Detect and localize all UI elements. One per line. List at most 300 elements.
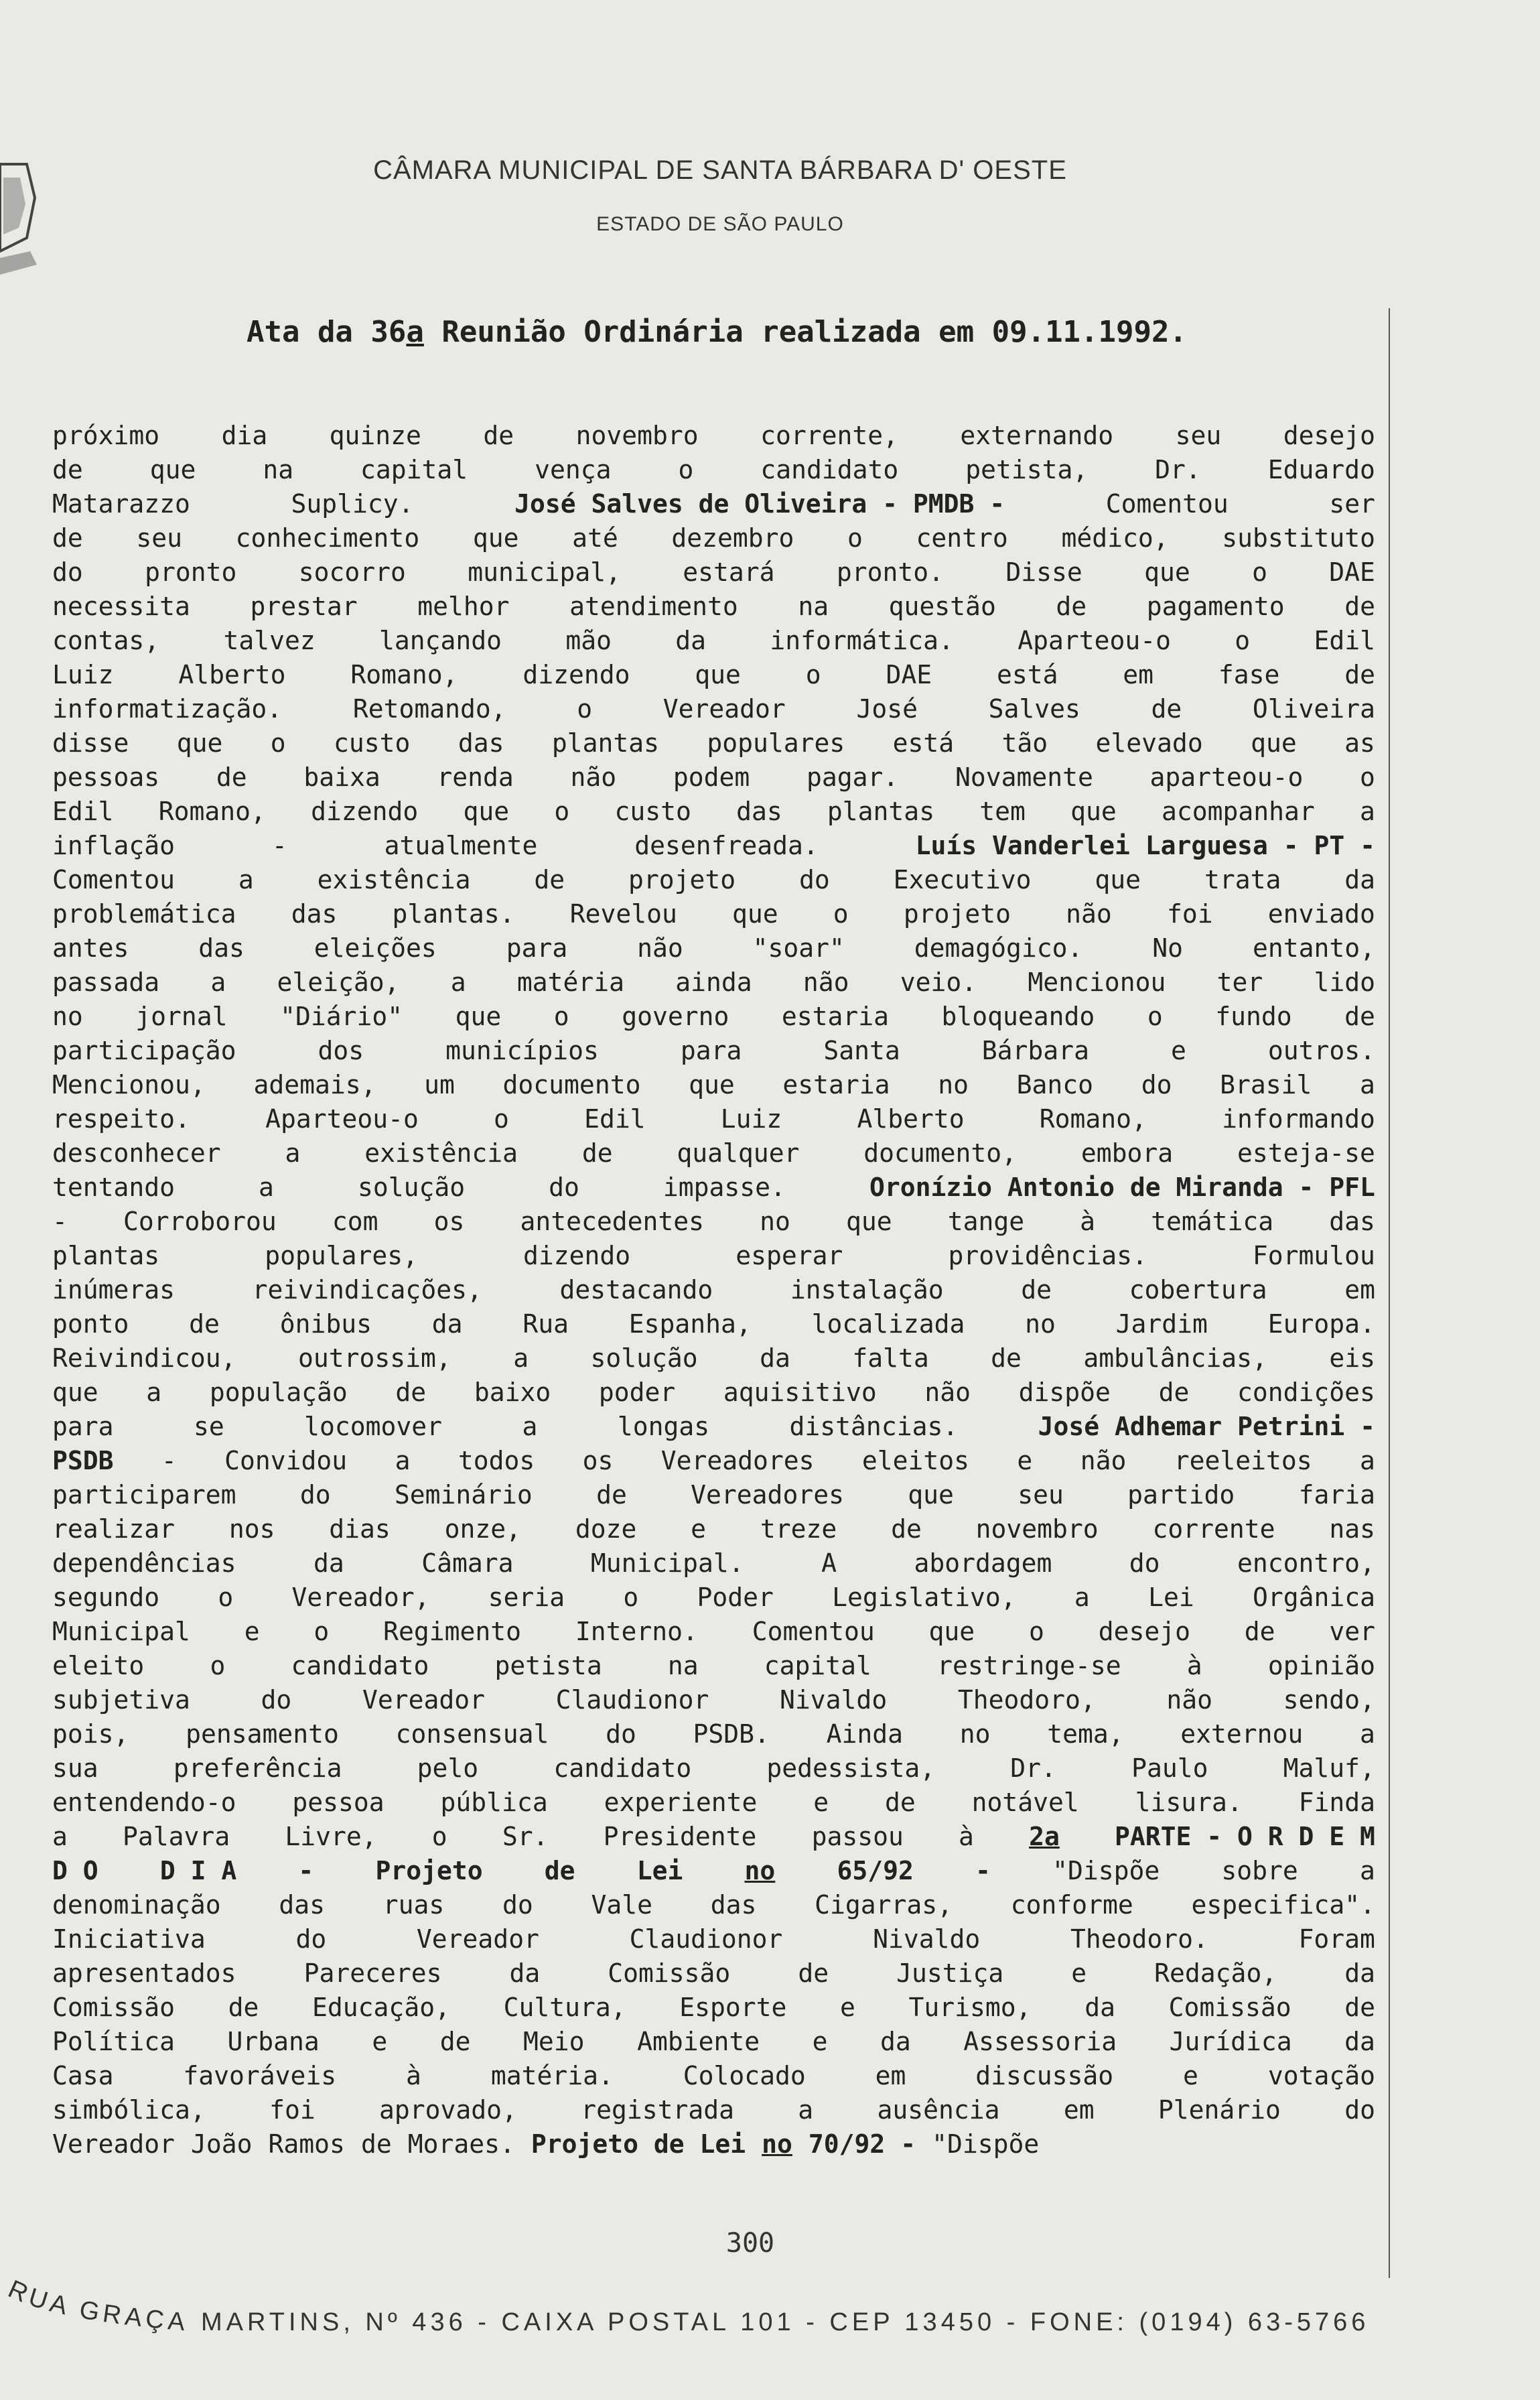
word: entanto, <box>1252 933 1375 963</box>
word: tão <box>1001 728 1048 758</box>
word: Romano, <box>350 660 458 689</box>
footer-curved-text: RUA GRAÇA <box>3 2275 190 2337</box>
word: Romano, <box>158 797 266 826</box>
word: da <box>1344 2027 1375 2056</box>
word: a <box>450 968 466 997</box>
word: Alberto <box>857 1104 965 1134</box>
word: outrossim, <box>297 1343 451 1373</box>
word: ruas <box>382 1890 445 1920</box>
word: Convidou <box>224 1446 348 1475</box>
word: e <box>1071 1958 1087 1988</box>
minutes-title-after: Reunião Ordinária realizada em 09.11.1992. <box>423 315 1187 349</box>
word: candidato <box>291 1651 429 1680</box>
word: municipal, <box>468 557 621 587</box>
word: qualquer <box>677 1138 800 1168</box>
word: no <box>959 1719 991 1749</box>
word: a <box>210 968 226 997</box>
word: "Dispõe <box>932 2129 1040 2159</box>
word: custo <box>334 728 411 758</box>
word: podem <box>673 762 750 792</box>
word: do <box>1129 1548 1160 1578</box>
text-line <box>52 1651 1375 1685</box>
word: 70/92 - <box>808 2129 916 2159</box>
word: Mencionou <box>1028 968 1166 997</box>
word: não <box>1080 1446 1127 1475</box>
word: problemática <box>52 899 236 929</box>
word: disse <box>52 728 129 758</box>
word: que <box>732 899 778 929</box>
text-line <box>52 1343 1375 1378</box>
text-line <box>52 2027 1375 2061</box>
word: a <box>513 1343 529 1373</box>
word: Seminário <box>394 1480 533 1510</box>
word: plantas. <box>392 899 515 929</box>
word: baixa <box>303 762 380 792</box>
word: de <box>395 1378 427 1407</box>
word: embora <box>1080 1138 1174 1168</box>
word: DAE <box>1329 557 1375 587</box>
text-line <box>52 1309 1375 1343</box>
word: de <box>544 1856 575 1885</box>
word: municípios <box>445 1036 599 1065</box>
word: de <box>884 1788 916 1817</box>
word: preferência <box>173 1753 342 1783</box>
word: projeto <box>628 865 736 894</box>
word: Luiz <box>720 1104 782 1134</box>
word: Formulou <box>1252 1241 1375 1270</box>
word: Dr. <box>1155 455 1201 484</box>
text-line <box>52 1548 1375 1583</box>
word: os <box>582 1446 614 1475</box>
text-line <box>52 1958 1375 1993</box>
word: elevado <box>1095 728 1203 758</box>
word: Oliveira <box>1252 694 1375 724</box>
word: Europa. <box>1267 1309 1375 1339</box>
word: Oronízio Antonio de Miranda - PFL <box>869 1173 1375 1202</box>
word: "Diário" <box>280 1002 403 1031</box>
word: o <box>554 797 570 826</box>
word: DAE <box>886 660 932 689</box>
word: denominação <box>52 1890 221 1920</box>
word: desejo <box>1098 1617 1190 1646</box>
word: Vereador <box>416 1924 539 1954</box>
word: custo <box>614 797 691 826</box>
word: Claudionor <box>555 1685 709 1715</box>
text-line <box>52 1583 1375 1617</box>
word: destacando <box>559 1275 713 1305</box>
word: governo <box>622 1002 729 1031</box>
text-line <box>52 592 1375 626</box>
word: e <box>372 2027 388 2056</box>
word: que <box>845 1207 892 1236</box>
word: Municipal <box>52 1617 190 1646</box>
word: foi <box>269 2095 316 2125</box>
word: no <box>1025 1309 1056 1339</box>
word: Rua <box>522 1309 569 1339</box>
word: o <box>313 1617 330 1646</box>
word: Turismo, <box>908 1993 1032 2022</box>
word: das <box>198 933 244 963</box>
word: participação <box>52 1036 236 1065</box>
minutes-title-before: Ata da 36 <box>246 315 407 349</box>
word: do <box>261 1685 292 1715</box>
word: petista, <box>965 455 1089 484</box>
text-line <box>52 2129 1375 2163</box>
word: do <box>299 1480 331 1510</box>
text-line <box>52 1378 1375 1412</box>
word: existência <box>364 1138 518 1168</box>
word: partido <box>1127 1480 1235 1510</box>
word: "Dispõe <box>1052 1856 1160 1885</box>
word: que <box>1144 557 1190 587</box>
word: entendendo-o <box>52 1788 236 1817</box>
word: Banco <box>1016 1070 1094 1099</box>
word: o <box>431 1822 447 1851</box>
word: Nivaldo <box>873 1924 981 1954</box>
word: da <box>1344 865 1375 894</box>
word: dia <box>221 421 268 450</box>
word: Justiça <box>896 1958 1004 1988</box>
text-line <box>52 968 1375 1002</box>
word: novembro <box>575 421 699 450</box>
word: Presidente <box>603 1822 757 1851</box>
word: o <box>577 694 593 724</box>
text-line <box>52 1070 1375 1104</box>
word: especifica". <box>1191 1890 1375 1920</box>
word: solução <box>357 1173 466 1202</box>
word: de <box>534 865 565 894</box>
word: - <box>271 831 287 860</box>
word: de <box>596 1480 627 1510</box>
word: consensual <box>395 1719 549 1749</box>
word: demagógico. <box>914 933 1083 963</box>
word: do <box>295 1924 327 1954</box>
text-line <box>52 933 1375 968</box>
word: registrada <box>581 2095 734 2125</box>
word: populares <box>707 728 845 758</box>
word: nas <box>1329 1514 1375 1544</box>
word: documento, <box>863 1138 1018 1168</box>
word: à <box>1186 1651 1202 1680</box>
word: Cultura, <box>503 1993 626 2022</box>
word: desconhecer <box>52 1138 221 1168</box>
word: estaria <box>782 1070 890 1099</box>
word: na <box>263 455 294 484</box>
word: de <box>483 421 514 450</box>
word: o <box>210 1651 226 1680</box>
page-number: 300 <box>725 2228 775 2259</box>
word: Dr. <box>1010 1753 1056 1783</box>
word: impasse. <box>662 1173 786 1202</box>
text-line <box>52 2095 1375 2129</box>
text-line <box>52 1173 1375 1207</box>
word: à <box>406 2061 421 2090</box>
word: Aparteou-o <box>1018 626 1171 655</box>
word: Educação, <box>312 1993 450 2022</box>
word: as <box>1344 728 1375 758</box>
word: passou <box>811 1822 904 1851</box>
word: à <box>959 1822 974 1851</box>
word: tange <box>947 1207 1025 1236</box>
word: segundo <box>52 1583 160 1612</box>
word: Comentou <box>1105 489 1229 519</box>
word: Matarazzo <box>52 489 190 519</box>
word: a <box>1360 1719 1375 1749</box>
word: Nivaldo <box>780 1685 888 1715</box>
word: instalação <box>790 1275 944 1305</box>
word: Lei <box>1148 1583 1194 1612</box>
word: em <box>1123 660 1154 689</box>
word: dos <box>318 1036 364 1065</box>
word: ambulâncias, <box>1083 1343 1267 1373</box>
word: matéria. <box>490 2061 614 2090</box>
word: nos <box>228 1514 275 1544</box>
word: José Adhemar Petrini - <box>1038 1412 1375 1441</box>
text-line <box>52 523 1375 557</box>
word: Redação, <box>1154 1958 1277 1988</box>
word: do <box>52 557 83 587</box>
word: capital <box>360 455 468 484</box>
word: do <box>1344 2095 1375 2125</box>
word: que <box>908 1480 954 1510</box>
word: Comissão <box>1168 1993 1291 2022</box>
word: condições <box>1237 1378 1375 1407</box>
text-line <box>52 557 1375 592</box>
word: foi <box>1166 899 1213 929</box>
word: temática <box>1151 1207 1274 1236</box>
word: com <box>332 1207 378 1236</box>
word: de <box>439 2027 471 2056</box>
word: Vereadores <box>691 1480 844 1510</box>
word: ainda <box>675 968 752 997</box>
word: Romano, <box>1039 1104 1147 1134</box>
word: Sr. <box>502 1822 549 1851</box>
word: de <box>360 2129 392 2159</box>
word: no <box>52 1002 83 1031</box>
word: de <box>52 455 83 484</box>
text-line <box>52 1002 1375 1036</box>
word: não <box>802 968 849 997</box>
word: Foram <box>1298 1924 1375 1954</box>
word: a <box>798 2095 814 2125</box>
word: Urbana <box>227 2027 320 2056</box>
word: o <box>1028 1617 1044 1646</box>
word: Interno. <box>575 1617 698 1646</box>
word: Disse <box>1005 557 1082 587</box>
word: vença <box>535 455 612 484</box>
word: que <box>1070 797 1117 826</box>
word: pelo <box>417 1753 479 1783</box>
word: notável <box>971 1788 1079 1817</box>
word: pessoas <box>52 762 160 792</box>
word: tentando <box>52 1173 176 1202</box>
word: da <box>509 1958 541 1988</box>
minutes-title <box>0 315 1433 349</box>
word: jornal <box>135 1002 228 1031</box>
word: discussão <box>975 2061 1114 2090</box>
word: o <box>270 728 286 758</box>
word: aprovado, <box>379 2095 517 2125</box>
word: do <box>549 1173 579 1202</box>
word: e <box>244 1617 260 1646</box>
word: faria <box>1298 1480 1375 1510</box>
word: e <box>691 1514 707 1544</box>
word: Projeto <box>375 1856 483 1885</box>
word: o <box>494 1104 509 1134</box>
word: da <box>880 2027 911 2056</box>
word: médico, <box>1061 523 1169 553</box>
word: opinião <box>1267 1651 1375 1680</box>
word: Ainda <box>826 1719 904 1749</box>
word: Suplicy. <box>291 489 414 519</box>
word: dependências <box>52 1548 236 1578</box>
word: em <box>1063 2095 1095 2125</box>
word: realizar <box>52 1514 176 1544</box>
word: para <box>680 1036 742 1065</box>
word: acompanhar <box>1162 797 1315 826</box>
word: o <box>833 899 849 929</box>
text-line <box>52 1480 1375 1514</box>
word: "soar" <box>752 933 845 963</box>
word: Vereador <box>662 694 786 724</box>
word: que <box>463 797 510 826</box>
word: de <box>1021 1275 1052 1305</box>
word: matéria <box>516 968 625 997</box>
word: José <box>856 694 918 724</box>
word: Claudionor <box>629 1924 783 1954</box>
word: antes <box>52 933 129 963</box>
word: eleitos <box>861 1446 970 1475</box>
word: a <box>52 1822 68 1851</box>
word: João <box>191 2129 253 2159</box>
text-line <box>52 1822 1375 1856</box>
word: no <box>762 2129 792 2159</box>
text-line <box>52 1412 1375 1446</box>
word: D I A <box>159 1856 237 1885</box>
word: renda <box>437 762 514 792</box>
word: desejo <box>1283 421 1375 450</box>
word: treze <box>760 1514 837 1544</box>
word: Brasil <box>1220 1070 1312 1099</box>
text-line <box>52 728 1375 762</box>
text-line <box>52 421 1375 455</box>
word: que <box>689 1070 735 1099</box>
word: Regimento <box>383 1617 522 1646</box>
word: Câmara <box>421 1548 514 1578</box>
word: Aparteou-o <box>265 1104 419 1134</box>
word: de <box>1056 592 1087 621</box>
word: aparteou-o <box>1149 762 1304 792</box>
word: outros. <box>1267 1036 1375 1065</box>
footer-address-rest: MARTINS, Nº 436 - CAIXA POSTAL 101 - CEP 13450 - FONE: (0194) 63-5766 <box>201 2308 1370 2336</box>
word: Retomando, <box>352 694 506 724</box>
word: lisura. <box>1135 1788 1243 1817</box>
word: de <box>1344 592 1375 621</box>
word: atendimento <box>569 592 738 621</box>
text-line <box>52 1685 1375 1719</box>
text-line <box>52 455 1375 489</box>
word: Comissão <box>52 1993 176 2022</box>
word: a <box>285 1138 301 1168</box>
word: reivindicações, <box>252 1275 482 1305</box>
word: que <box>472 523 519 553</box>
text-line <box>52 1924 1375 1958</box>
word: que <box>149 455 196 484</box>
word: Assessoria <box>963 2027 1117 2056</box>
word: eleito <box>52 1651 145 1680</box>
word: de <box>1344 1993 1375 2022</box>
text-line <box>52 1617 1375 1651</box>
word: Vereador, <box>291 1583 430 1612</box>
word: Santa <box>823 1036 900 1065</box>
text-line <box>52 1993 1375 2027</box>
word: a <box>146 1378 162 1407</box>
word: dizendo <box>522 660 630 689</box>
word: eleições <box>313 933 437 963</box>
word: capital <box>764 1651 871 1680</box>
word: não <box>637 933 683 963</box>
word: de <box>1344 660 1375 689</box>
word: fase <box>1218 660 1280 689</box>
text-line <box>52 2061 1375 2095</box>
text-line <box>52 1275 1375 1309</box>
word: sobre <box>1221 1856 1298 1885</box>
word: - <box>161 1446 177 1475</box>
text-line <box>52 865 1375 899</box>
word: tem <box>979 797 1026 826</box>
word: a <box>1359 1446 1375 1475</box>
word: dias <box>329 1514 391 1544</box>
word: próximo <box>52 421 160 450</box>
text-line <box>52 797 1375 831</box>
word: que <box>695 660 741 689</box>
word: A <box>821 1548 837 1578</box>
word: veio. <box>900 968 977 997</box>
word: subjetiva <box>52 1685 190 1715</box>
word: Orgânica <box>1252 1583 1375 1612</box>
word: de <box>891 1514 922 1544</box>
word: Comentou <box>52 865 176 894</box>
word: o <box>1360 762 1375 792</box>
word: Projeto de Lei <box>531 2129 746 2159</box>
word: Jurídica <box>1169 2027 1292 2056</box>
word: participarem <box>52 1480 236 1510</box>
word: das <box>736 797 782 826</box>
word: respeito. <box>52 1104 190 1134</box>
word: de <box>1151 694 1182 724</box>
word: PSDB. <box>693 1719 770 1749</box>
word: projeto <box>903 899 1011 929</box>
word: está <box>892 728 955 758</box>
word: o <box>1147 1002 1163 1031</box>
word: talvez <box>223 626 316 655</box>
word: longas <box>617 1412 710 1441</box>
minutes-title-ordinal: a <box>406 315 424 349</box>
word: Reivindicou, <box>52 1343 236 1373</box>
word: populares, <box>265 1241 418 1270</box>
word: está <box>996 660 1058 689</box>
word: o <box>1235 626 1251 655</box>
word: Edil <box>1314 626 1375 655</box>
word: antecedentes <box>520 1207 704 1236</box>
word: Paulo <box>1131 1753 1208 1783</box>
word: enviado <box>1267 899 1375 929</box>
word: plantas <box>52 1241 160 1270</box>
word: a <box>522 1412 538 1441</box>
text-line <box>52 1856 1375 1890</box>
text-line <box>52 489 1375 523</box>
word: Colocado <box>683 2061 806 2090</box>
